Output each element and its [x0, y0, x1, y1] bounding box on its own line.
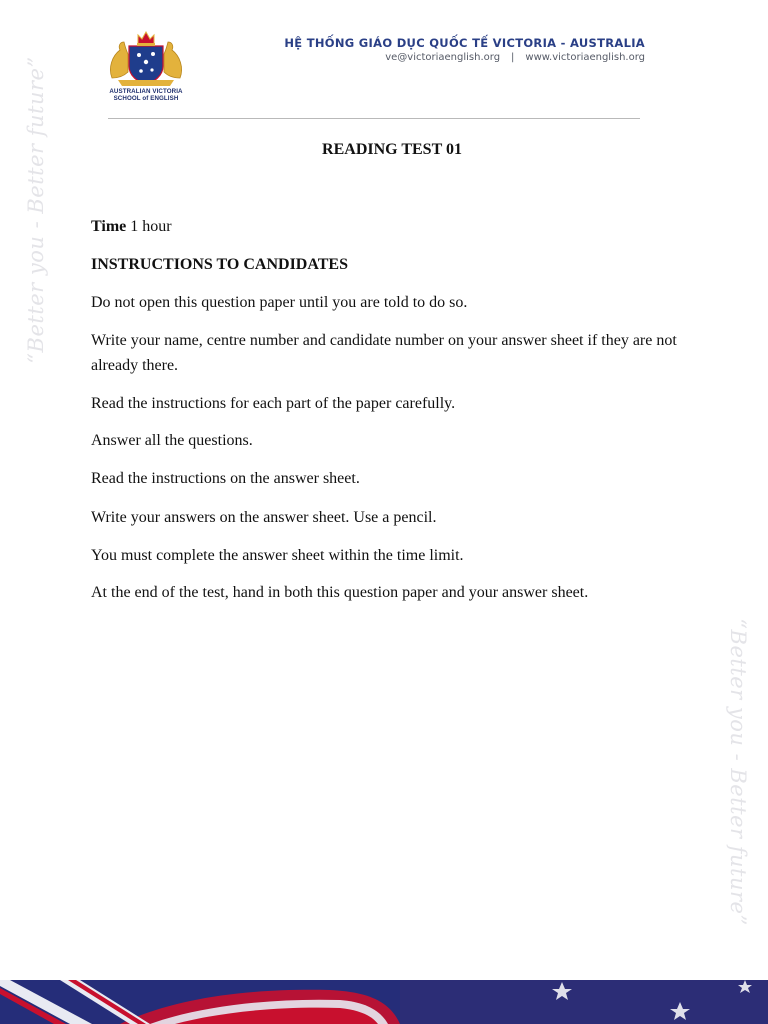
time-line	[91, 214, 691, 239]
logo-line-2: SCHOOL of ENGLISH	[113, 95, 179, 102]
logo-wordmark	[98, 88, 194, 102]
instructions-heading: INSTRUCTIONS TO CANDIDATES	[91, 256, 348, 273]
school-logo	[98, 28, 194, 108]
instruction-item: Write your name, centre number and candidate number on your answer sheet if they are not already there.	[91, 332, 677, 374]
instruction-item: Do not open this question paper until you are told to do so.	[91, 294, 468, 311]
contact-separator: |	[511, 52, 515, 63]
header-divider	[108, 118, 640, 119]
australian-flag-icon	[0, 980, 768, 1024]
footer-flag-band	[0, 980, 768, 1024]
organization-contact	[385, 52, 645, 63]
instruction-item: At the end of the test, hand in both this question paper and your answer sheet.	[91, 584, 589, 601]
instruction-item: Read the instructions for each part of the paper carefully.	[91, 395, 456, 412]
document-title: READING TEST 01	[322, 141, 462, 158]
instruction-item: Answer all the questions.	[91, 432, 253, 449]
instruction-item: You must complete the answer sheet within the time limit.	[91, 547, 464, 564]
time-label: Time	[91, 218, 127, 235]
email-text: ve@victoriaenglish.org	[385, 52, 501, 63]
instruction-item: Write your answers on the answer sheet. Use a pencil.	[91, 509, 437, 526]
website-text: www.victoriaenglish.org	[525, 52, 645, 63]
logo-line-1: AUSTRALIAN VICTORIA	[109, 88, 183, 95]
time-value: 1 hour	[126, 218, 172, 235]
instruction-item: Read the instructions on the answer sheet.	[91, 470, 360, 487]
organization-title: HỆ THỐNG GIÁO DỤC QUỐC TẾ VICTORIA - AUSTRALIA	[284, 36, 645, 50]
crest-icon	[98, 28, 194, 88]
watermark-right: “Better you - Better future”	[726, 618, 750, 926]
watermark-left: “Better you - Better future”	[24, 56, 48, 364]
